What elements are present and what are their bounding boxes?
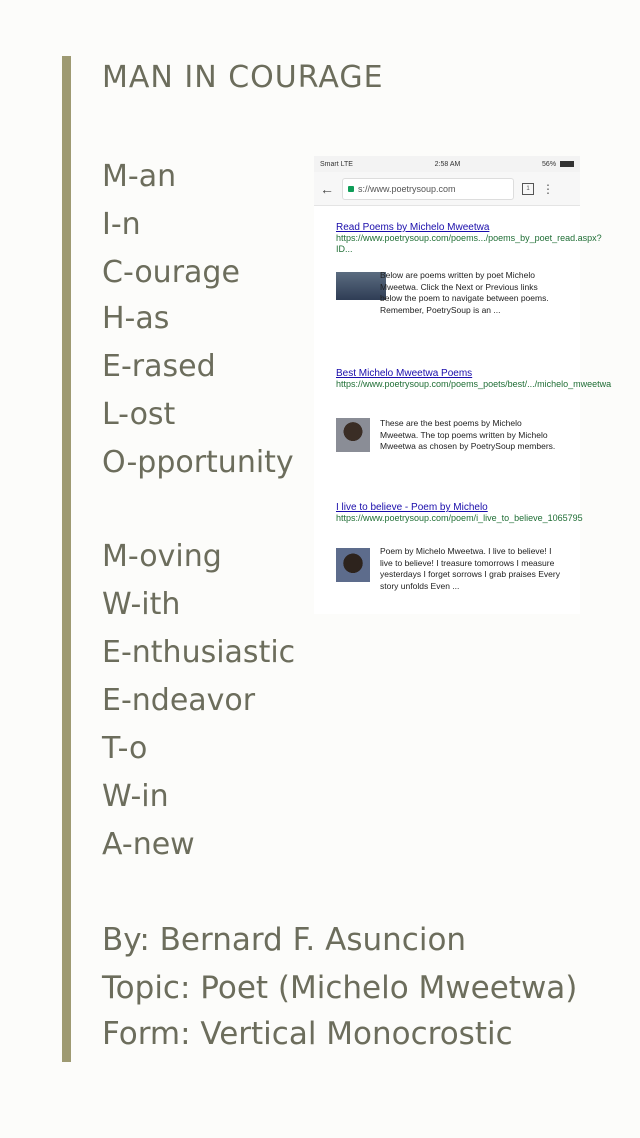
poem-line: L-ost	[102, 397, 176, 432]
credit-form: Form: Vertical Monocrostic	[102, 1016, 513, 1052]
result-thumbnail	[336, 548, 370, 582]
search-result	[336, 368, 612, 451]
status-bar	[314, 156, 580, 172]
poem-line: A-new	[102, 827, 195, 862]
poem-line: H-as	[102, 301, 170, 336]
result-thumbnail	[336, 272, 386, 300]
poem-line: C-ourage	[102, 255, 240, 290]
clock: 2:58 AM	[434, 160, 461, 168]
poem-line: O-pportunity	[102, 445, 294, 480]
battery-percent: 56%	[542, 160, 557, 168]
poem-line: E-rased	[102, 349, 216, 384]
poem-line: E-nthusiastic	[102, 635, 296, 670]
poem-line: M-an	[102, 159, 177, 194]
result-thumbnail	[336, 418, 370, 452]
poem-line: M-oving	[102, 539, 222, 574]
address-bar[interactable]	[342, 178, 514, 200]
back-arrow-icon[interactable]: ←	[320, 180, 334, 197]
result-snippet: Below are poems written by poet Michelo Mweetwa. Click the Next or Previous links below the poem to navigate between poems. Remember, PoetrySoup is an ...	[380, 270, 549, 315]
result-url: https://www.poetrysoup.com/poem/i_live_to_believe_1065795	[336, 513, 583, 523]
menu-icon[interactable]: ⋮	[542, 181, 554, 196]
accent-bar	[62, 56, 71, 1062]
poem-line: T-o	[102, 731, 148, 766]
battery-indicator	[542, 161, 574, 168]
credit-author: By: Bernard F. Asuncion	[102, 922, 467, 958]
poem-title: MAN IN COURAGE	[102, 60, 384, 95]
search-results-screenshot	[314, 156, 612, 614]
carrier-label: Smart LTE	[320, 160, 353, 168]
search-result	[336, 222, 602, 315]
poem-line: W-ith	[102, 587, 181, 622]
poem-line: W-in	[102, 779, 169, 814]
battery-icon	[560, 161, 574, 167]
lock-icon	[348, 186, 354, 192]
result-url: https://www.poetrysoup.com/poems_poets/best/.../michelo_mweetwa	[336, 379, 612, 389]
result-link[interactable]: I live to believe - Poem by Michelo	[336, 502, 488, 513]
address-text: s://www.poetrysoup.com	[358, 183, 456, 194]
search-result	[336, 502, 583, 591]
result-snippet: These are the best poems by Michelo Mweetwa. The top poems written by Michelo Mweetwa as chosen by PoetrySoup members.	[380, 418, 556, 451]
browser-toolbar	[314, 172, 580, 206]
credit-topic: Topic: Poet (Michelo Mweetwa)	[102, 970, 578, 1006]
tabs-icon[interactable]: 1	[522, 183, 534, 195]
poem-line: I-n	[102, 207, 141, 242]
poem-line: E-ndeavor	[102, 683, 256, 718]
result-url: https://www.poetrysoup.com/poems.../poems_by_poet_read.aspx?ID...	[336, 233, 602, 254]
result-link[interactable]: Read Poems by Michelo Mweetwa	[336, 222, 490, 233]
result-link[interactable]: Best Michelo Mweetwa Poems	[336, 368, 473, 379]
result-snippet: Poem by Michelo Mweetwa. I live to believe! I live to believe! I treasure tomorrows I measure yesterdays I forget sorrows I grab praises Every story unfolds Even ...	[380, 546, 560, 591]
